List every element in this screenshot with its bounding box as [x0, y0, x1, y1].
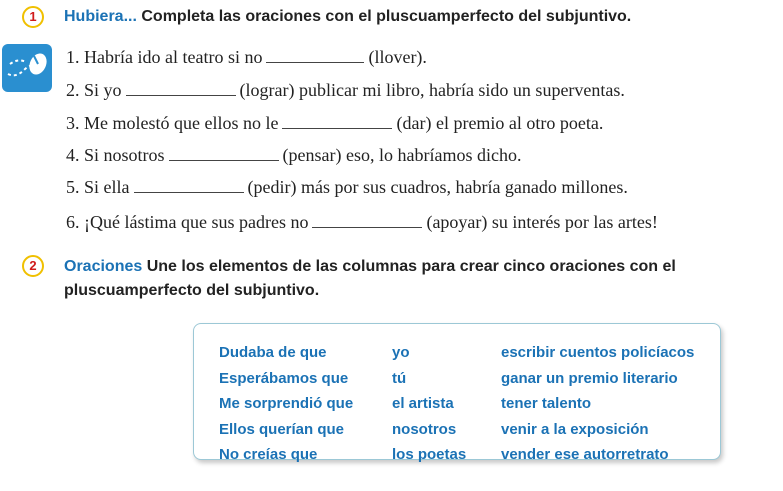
answer-blank-1[interactable] [266, 48, 364, 63]
word-item: Esperábamos que [219, 369, 349, 387]
answer-blank-5[interactable] [134, 178, 244, 193]
word-item: ganar un premio literario [501, 369, 678, 387]
exercise-2-header [64, 258, 676, 276]
word-item: Me sorprendió que [219, 395, 354, 412]
answer-blank-4[interactable] [169, 146, 279, 161]
exercise-1-header [64, 8, 631, 26]
word-columns-box [193, 323, 721, 463]
word-item: escribir cuentos policíacos [501, 344, 695, 361]
column-subject [392, 340, 466, 468]
exercise-1-keyword: Hubiera... [64, 8, 137, 25]
word-item: tú [392, 369, 407, 387]
exercise-2-keyword: Oraciones [64, 258, 143, 275]
answer-blank-6[interactable] [312, 213, 422, 228]
answer-blank-2[interactable] [126, 81, 236, 96]
exercise-2-instruction-continued: pluscuamperfecto del subjuntivo. [64, 282, 320, 299]
word-item: el artista [392, 395, 454, 412]
exercise-1-number: 1 [22, 6, 44, 28]
answer-blank-3[interactable] [282, 114, 392, 129]
exercise-2-instruction: Une los elementos de las columnas para crear cinco oraciones con el [146, 258, 676, 275]
word-item: los poetas [392, 446, 467, 463]
exercise-1-instruction: Completa las oraciones con el pluscuamperfecto del subjuntivo. [141, 8, 632, 25]
mouse-click-glyph [2, 44, 52, 92]
column-action [501, 340, 694, 468]
sentence-3: 3. Me molestó que ellos no le (dar) el premio al otro poeta. [66, 113, 604, 133]
mouse-click-icon[interactable] [2, 44, 52, 92]
word-item: nosotros [392, 420, 457, 438]
word-item: venir a la exposición [501, 420, 649, 438]
word-item: vender ese autorretrato [501, 446, 669, 463]
word-item: No creías que [219, 446, 318, 463]
word-item: yo [392, 344, 410, 361]
sentence-1: 1. Habría ido al teatro si no (llover). [66, 47, 427, 67]
word-item: Dudaba de que [219, 344, 327, 361]
sentence-2: 2. Si yo (lograr) publicar mi libro, habría sido un superventas. [66, 80, 625, 100]
sentence-5: 5. Si ella (pedir) más por sus cuadros, habría ganado millones. [66, 177, 628, 197]
word-item: Ellos querían que [219, 420, 345, 438]
column-subject-clause [219, 340, 353, 468]
sentence-4: 4. Si nosotros (pensar) eso, lo habríamos dicho. [66, 145, 522, 165]
word-item: tener talento [501, 395, 592, 412]
exercise-2-number: 2 [22, 255, 44, 277]
sentence-6: 6. ¡Qué lástima que sus padres no (apoyar) su interés por las artes! [66, 212, 658, 232]
